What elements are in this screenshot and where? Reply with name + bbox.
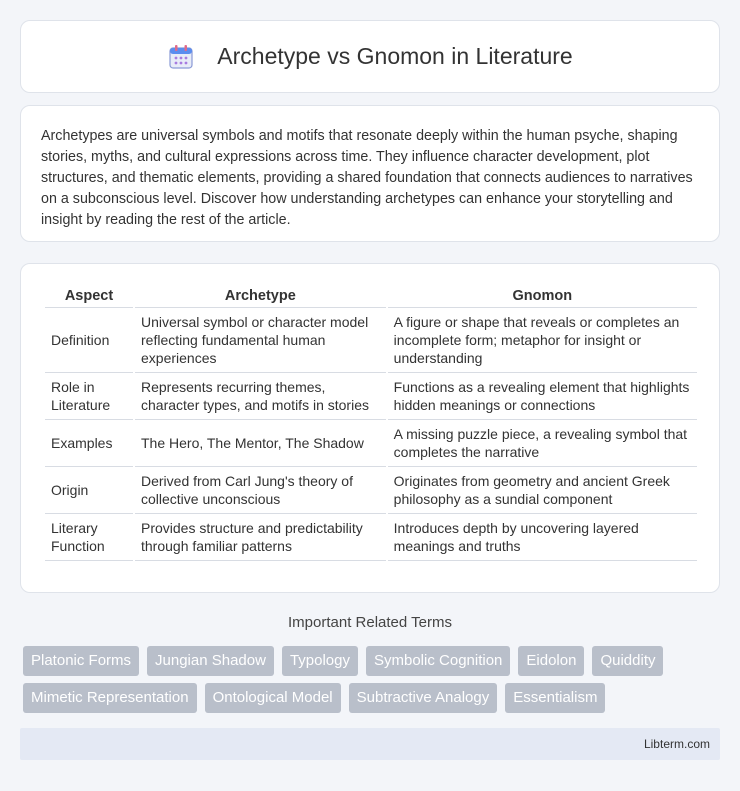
header-card	[20, 20, 720, 93]
header-gnomon: Gnomon	[388, 286, 697, 308]
tag-quiddity[interactable]: Quiddity	[592, 646, 663, 676]
related-terms-list	[23, 646, 703, 713]
table-row	[45, 467, 697, 514]
row-archetype: Derived from Carl Jung's theory of collective unconscious	[135, 467, 386, 514]
row-archetype: Universal symbol or character model reflecting fundamental human experiences	[135, 308, 386, 373]
header-aspect: Aspect	[45, 286, 133, 308]
tag-symbolic-cognition[interactable]: Symbolic Cognition	[366, 646, 510, 676]
related-terms-title: Important Related Terms	[288, 614, 452, 631]
tag-mimetic-representation[interactable]: Mimetic Representation	[23, 683, 197, 713]
row-aspect: Definition	[45, 308, 133, 373]
row-aspect: Literary Function	[45, 514, 133, 561]
table-row	[45, 514, 697, 561]
tag-platonic-forms[interactable]: Platonic Forms	[23, 646, 139, 676]
tag-essentialism[interactable]: Essentialism	[505, 683, 605, 713]
intro-paragraph: Archetypes are universal symbols and motifs that resonate deeply within the human psyche, shaping stories, myths, and cultural expressions across time. They influence character development, plot structures, and thematic elements, providing a shared foundation that connects audiences to narratives on a subconscious level. Discover how understanding archetypes can enhance your storytelling and insight by reading the rest of the article.	[41, 128, 693, 228]
footer	[20, 728, 720, 760]
tag-jungian-shadow[interactable]: Jungian Shadow	[147, 646, 274, 676]
row-gnomon: A figure or shape that reveals or completes an incomplete form; metaphor for insight or understanding	[388, 308, 697, 373]
row-aspect: Role in Literature	[45, 373, 133, 420]
table-header-row	[45, 286, 697, 308]
row-aspect: Origin	[45, 467, 133, 514]
table-row	[45, 373, 697, 420]
row-gnomon: Introduces depth by uncovering layered meanings and truths	[388, 514, 697, 561]
page-title: Archetype vs Gnomon in Literature	[217, 43, 573, 69]
row-gnomon: Originates from geometry and ancient Greek philosophy as a sundial component	[388, 467, 697, 514]
row-archetype: Represents recurring themes, character types, and motifs in stories	[135, 373, 386, 420]
table-row	[45, 308, 697, 373]
comparison-card	[20, 263, 720, 593]
row-archetype: The Hero, The Mentor, The Shadow	[135, 420, 386, 467]
row-aspect: Examples	[45, 420, 133, 467]
row-archetype: Provides structure and predictability through familiar patterns	[135, 514, 386, 561]
comparison-table	[43, 286, 699, 561]
tag-typology[interactable]: Typology	[282, 646, 358, 676]
header-archetype: Archetype	[135, 286, 386, 308]
row-gnomon: A missing puzzle piece, a revealing symbol that completes the narrative	[388, 420, 697, 467]
row-gnomon: Functions as a revealing element that highlights hidden meanings or connections	[388, 373, 697, 420]
table-row	[45, 420, 697, 467]
tag-ontological-model[interactable]: Ontological Model	[205, 683, 341, 713]
intro-card	[20, 105, 720, 242]
calendar-icon	[167, 43, 195, 71]
footer-site-link[interactable]: Libterm.com	[643, 737, 710, 751]
tag-eidolon[interactable]: Eidolon	[518, 646, 584, 676]
tag-subtractive-analogy[interactable]: Subtractive Analogy	[349, 683, 498, 713]
